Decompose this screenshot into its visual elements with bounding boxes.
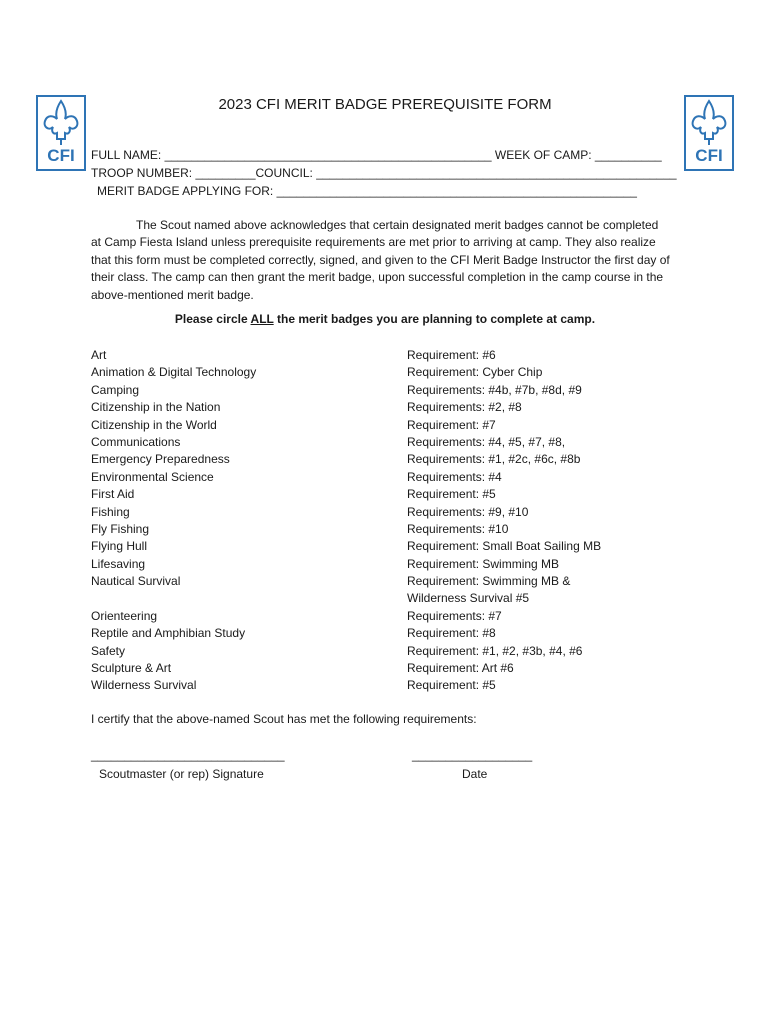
requirement-item: Requirements: #1, #2c, #6c, #8b (407, 452, 581, 467)
merit-badge-item[interactable]: Orienteering (91, 608, 158, 623)
full-name-field[interactable]: FULL NAME: _________________________________________________ WEEK OF CAMP: __________ (91, 148, 662, 162)
merit-badge-item[interactable]: Art (91, 348, 107, 362)
merit-badge-item[interactable]: Safety (91, 643, 126, 658)
requirement-item: Requirement: #7 (407, 417, 496, 432)
merit-badge-item[interactable]: Nautical Survival (91, 574, 181, 589)
troop-council-field[interactable]: TROOP NUMBER: _________COUNCIL: ______________________________________________________ (91, 166, 677, 180)
merit-badge-item[interactable]: Fly Fishing (91, 521, 150, 536)
merit-badge-item[interactable]: First Aid (91, 487, 135, 502)
merit-badge-item[interactable]: Reptile and Amphibian Study (91, 626, 246, 641)
requirement-item: Requirement: #5 (407, 487, 496, 502)
merit-badge-field[interactable]: MERIT BADGE APPLYING FOR: ______________________________________________________ (97, 184, 637, 198)
merit-badge-item[interactable]: Emergency Preparedness (91, 452, 230, 467)
requirement-list (407, 347, 601, 695)
merit-badge-item[interactable]: Citizenship in the World (91, 417, 217, 432)
signature-label: Scoutmaster (or rep) Signature (99, 767, 264, 781)
requirement-item: Requirement: Art #6 (407, 661, 514, 676)
requirement-item: Requirement: #5 (407, 678, 496, 693)
requirement-item: Requirement: Swimming MB & (407, 574, 571, 589)
merit-badge-item[interactable]: Flying Hull (91, 539, 148, 554)
merit-badge-item[interactable]: Environmental Science (91, 469, 214, 484)
date-label: Date (462, 767, 488, 781)
requirement-item: Requirement: Small Boat Sailing MB (407, 539, 602, 554)
merit-badge-item[interactable] (91, 590, 256, 607)
merit-badge-item[interactable]: Sculpture & Art (91, 661, 172, 676)
svg-text:CFI: CFI (47, 146, 75, 165)
requirement-item: Requirement: #6 (407, 348, 496, 362)
certify-statement: I certify that the above-named Scout has met the following requirements: (91, 712, 477, 726)
requirement-item: Wilderness Survival #5 (407, 591, 530, 606)
date-line[interactable]: __________________ (412, 748, 533, 762)
requirement-item: Requirement: #1, #2, #3b, #4, #6 (407, 643, 583, 658)
circle-instruction: Please circle ALL the merit badges you are planning to complete at camp. (174, 312, 596, 326)
requirement-item: Requirement: Cyber Chip (407, 365, 543, 380)
requirement-item: Requirements: #10 (407, 521, 509, 536)
merit-badge-item[interactable]: Wilderness Survival (91, 678, 197, 693)
merit-badge-item[interactable]: Citizenship in the Nation (91, 400, 221, 415)
requirement-item: Requirement: Swimming MB (407, 556, 560, 571)
merit-badge-item[interactable]: Lifesaving (91, 556, 146, 571)
requirement-item: Requirements: #4b, #7b, #8d, #9 (407, 382, 582, 397)
requirement-item: Requirements: #4 (407, 469, 502, 484)
requirement-item: Requirements: #2, #8 (407, 400, 522, 415)
svg-text:CFI: CFI (695, 146, 723, 165)
merit-badge-item[interactable]: Communications (91, 434, 181, 449)
merit-badge-list (91, 347, 256, 695)
signature-line[interactable]: _____________________________ (91, 748, 285, 762)
merit-badge-item[interactable]: Fishing (91, 504, 130, 519)
requirement-item: Requirements: #4, #5, #7, #8, (407, 434, 566, 449)
requirement-item: Requirement: #8 (407, 626, 496, 641)
merit-badge-item[interactable]: Animation & Digital Technology (91, 365, 257, 380)
form-title: 2023 CFI MERIT BADGE PREREQUISITE FORM (218, 96, 552, 113)
requirement-item: Requirements: #9, #10 (407, 504, 529, 519)
requirement-item: Requirements: #7 (407, 608, 502, 623)
merit-badge-item[interactable]: Camping (91, 382, 140, 397)
acknowledgement-paragraph (91, 217, 671, 304)
acknowledgement-text: The Scout named above acknowledges that certain designated merit badges cannot be completed at Camp Fiesta Island unless prerequisite requirements are met prior to arriving at camp. They also realize that this form must be completed correctly, signed, and given to the CFI Merit Badge Instructor the first day of their class. The camp can then grant the merit badge, upon successful completion in the camp course in the above-mentioned merit badge. (91, 218, 670, 302)
